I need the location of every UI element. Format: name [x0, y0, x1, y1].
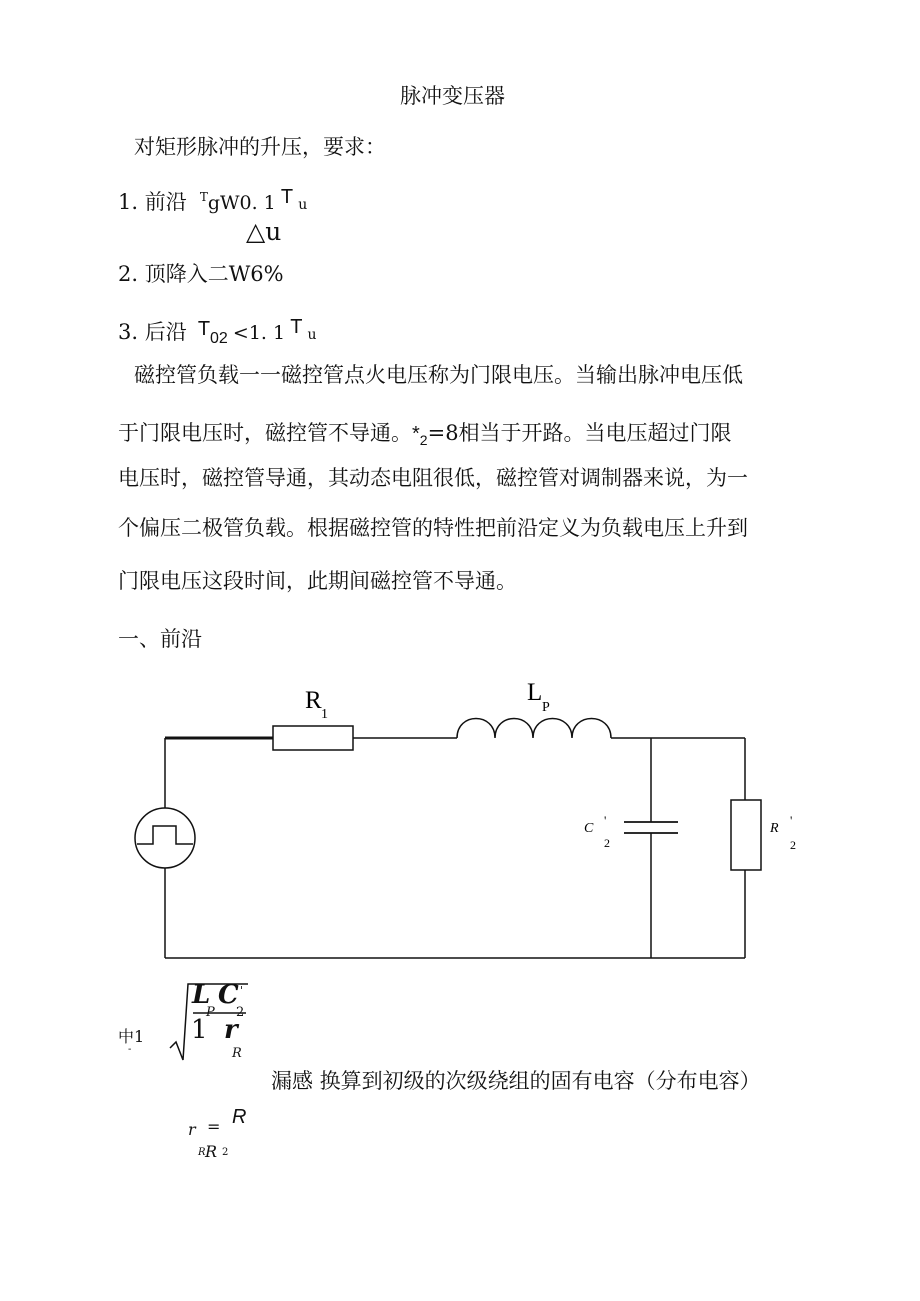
req3-label: 3. 后沿: [118, 320, 187, 344]
formula-r: r: [224, 1015, 238, 1045]
label-r2: R: [770, 821, 779, 836]
pulse-icon: [137, 826, 193, 844]
requirement-2: 2. 顶降入二W6%: [118, 262, 284, 286]
formula-C: C: [218, 980, 239, 1010]
req1-T: T: [280, 186, 294, 208]
paragraph-line-1: 磁控管负载一一磁控管点火电压称为门限电压。当输出脉冲电压低: [134, 363, 743, 387]
paragraph-sub-2: 2: [419, 432, 428, 448]
label-c2: C: [584, 821, 594, 836]
rr-R2: R: [205, 1142, 218, 1161]
formula-R: R: [232, 1046, 242, 1061]
formula-lead-sub: -: [128, 1044, 132, 1055]
req3-sub: 02: [210, 330, 228, 347]
section-heading-front-edge: 一、前沿: [118, 627, 202, 651]
paragraph-line-2d: =8相当于开路。当电压超过门限: [427, 421, 732, 445]
delta-u: △u: [246, 217, 282, 246]
label-c2-sub: 2: [604, 836, 610, 850]
label-lp-sub: P: [542, 700, 550, 715]
req3-T: T: [197, 318, 211, 340]
rr-eq: =: [207, 1117, 221, 1136]
resistor-r2-prime: [731, 800, 761, 870]
paragraph-line-2a: 于门限电压时，磁控管不导通。: [118, 421, 412, 445]
formula-L: L: [192, 980, 211, 1010]
paragraph-line-5: 门限电压这段时间，此期间磁控管不导通。: [118, 569, 517, 593]
pulse-source: [135, 808, 195, 868]
formula-P: P: [206, 1005, 215, 1020]
rr-r: r: [188, 1120, 196, 1139]
req1-label: 1. 前沿: [118, 190, 187, 214]
inductor-lp: [457, 719, 611, 739]
formula-lead: 中1: [118, 1027, 145, 1046]
label-r1-sub: 1: [321, 707, 328, 722]
req3-body: <1. 1: [232, 322, 286, 344]
formula-one: 1: [191, 1015, 208, 1045]
label-r2-sub: 2: [790, 838, 796, 852]
req1-u: u: [298, 197, 308, 213]
req1-body: gW0. 1: [207, 192, 276, 214]
intro-text: 对矩形脉冲的升压，要求：: [134, 135, 386, 159]
page-title: 脉冲变压器: [400, 84, 505, 108]
rr-R: R: [232, 1106, 247, 1128]
paragraph-line-3: 电压时，磁控管导通，其动态电阻很低，磁控管对调制器来说，为一: [118, 466, 748, 490]
paragraph-star: *: [412, 423, 420, 445]
label-c2-prime: ': [604, 813, 607, 828]
paragraph-line-4: 个偏压二极管负载。根据磁控管的特性把前沿定义为负载电压上升到: [118, 516, 748, 540]
legend-text: 漏感 换算到初级的次级绕组的固有电容（分布电容）: [271, 1069, 761, 1093]
formula-two: 2: [236, 1005, 245, 1020]
req3-u: u: [307, 327, 317, 343]
formula-C-prime: ': [240, 984, 244, 997]
label-lp: L: [527, 679, 543, 706]
label-r1: R: [305, 687, 322, 714]
label-r2-prime: ': [790, 813, 793, 828]
rr-two: 2: [222, 1147, 229, 1158]
resistor-r1: [273, 726, 353, 750]
req3-T2: T: [290, 316, 303, 338]
req1-t-sup: T: [199, 190, 208, 204]
rr-sub: R: [198, 1147, 206, 1158]
